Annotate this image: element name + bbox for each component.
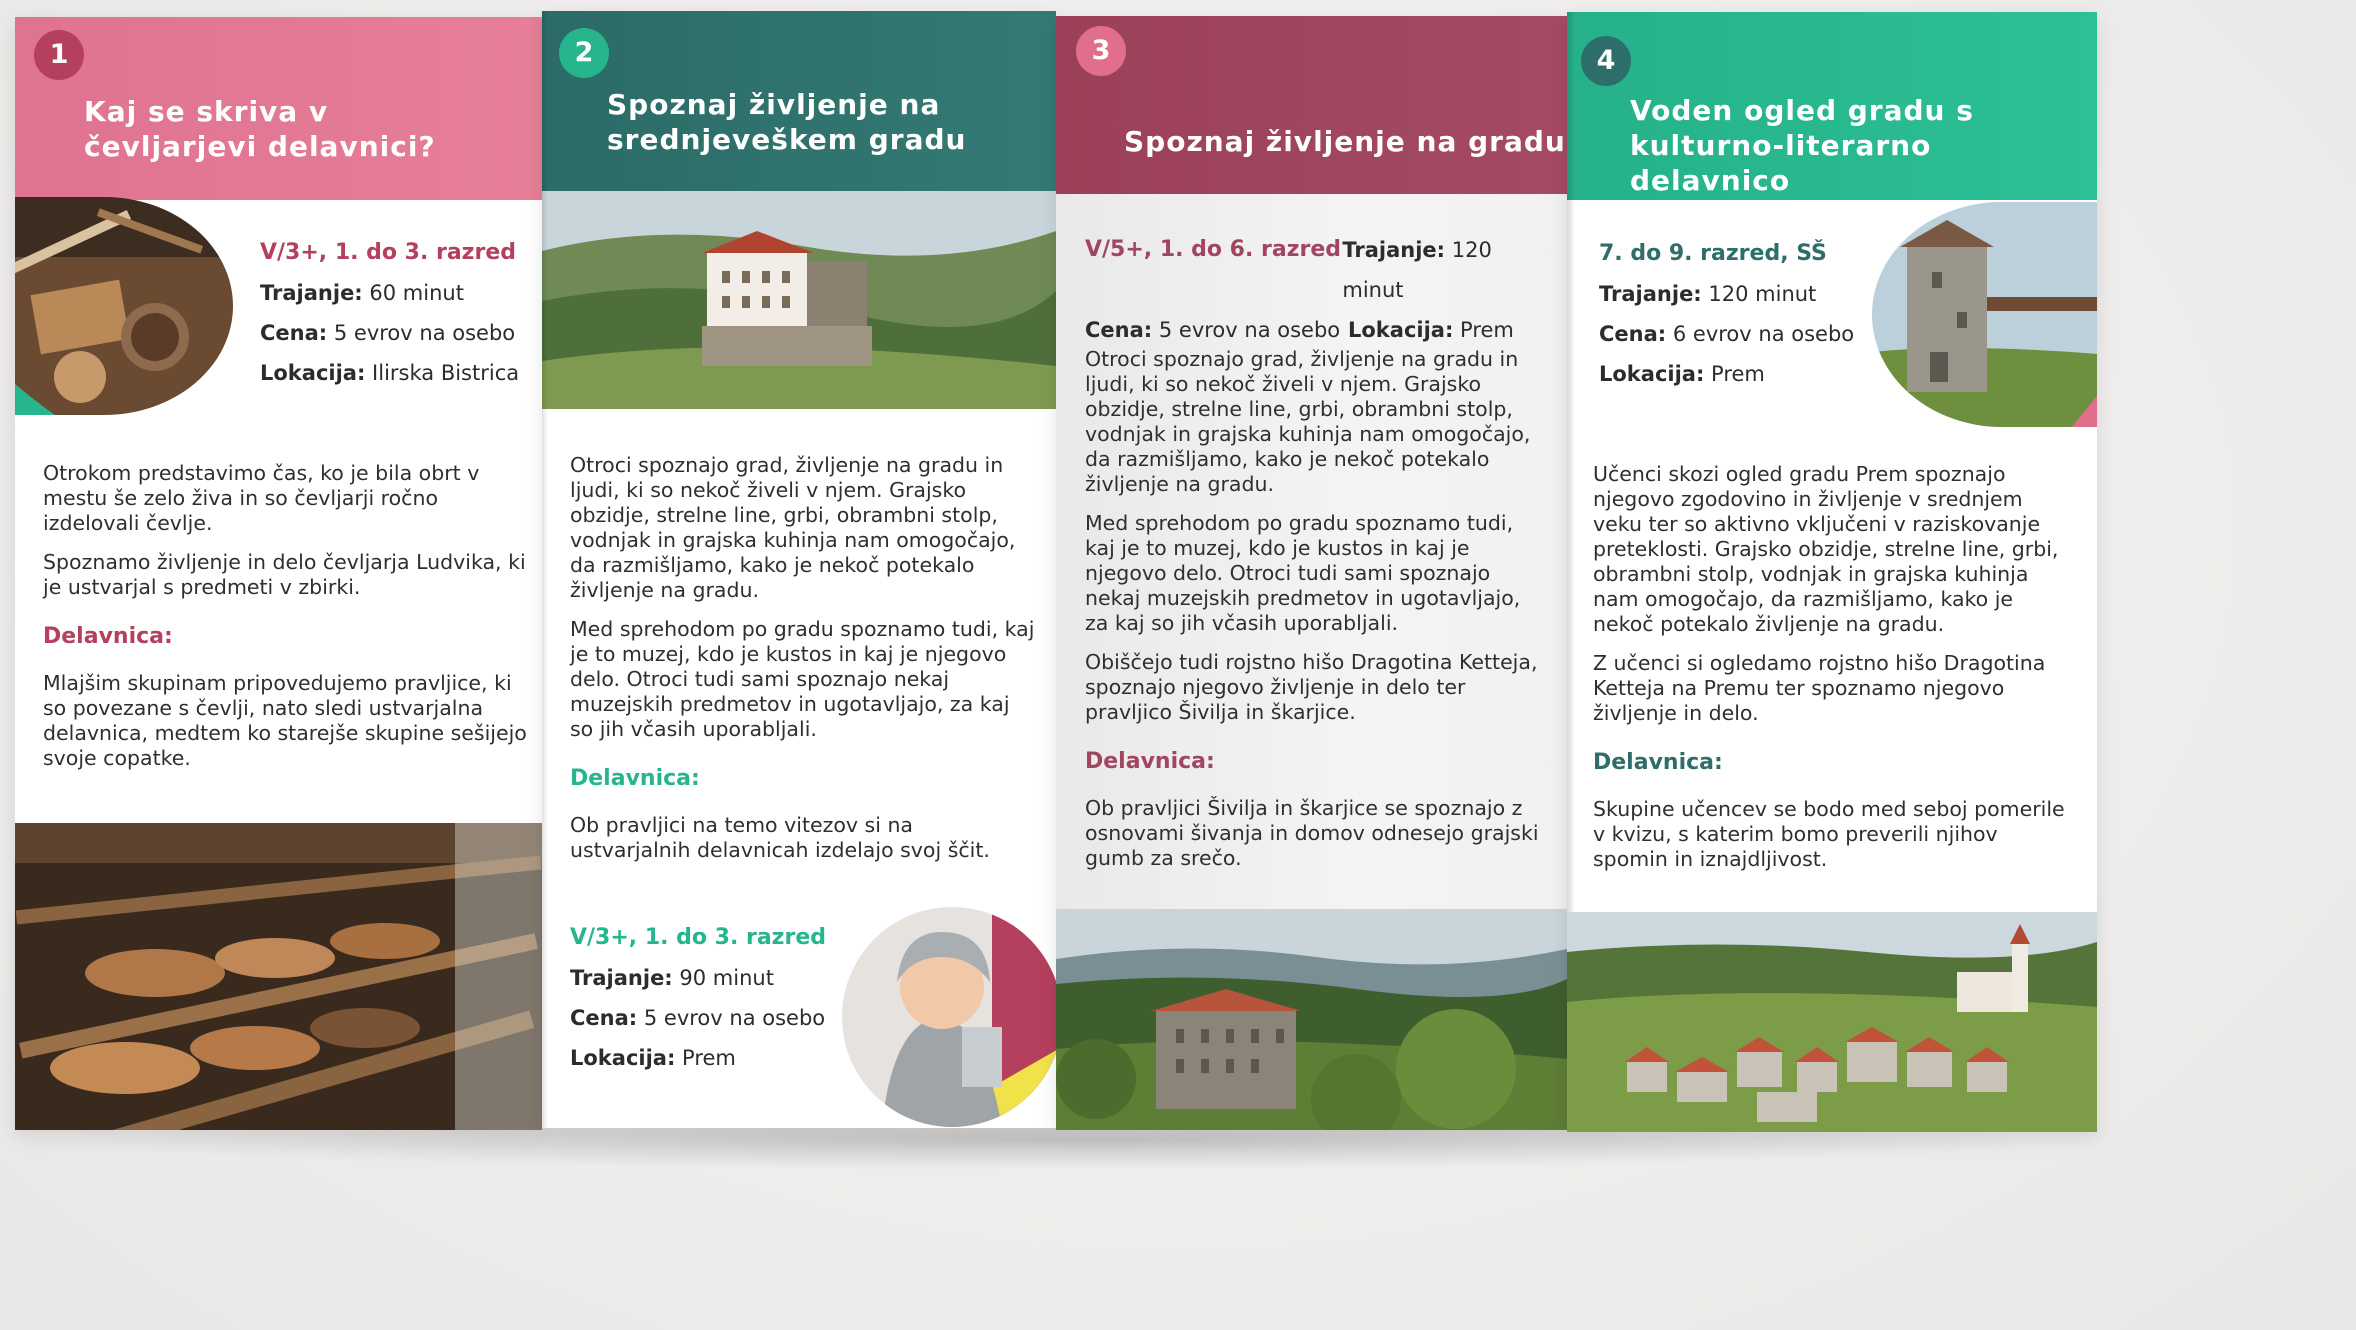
location-label: Lokacija: xyxy=(1348,318,1454,342)
panel-2-duration-row xyxy=(570,958,826,998)
panel-4-workshop-title: Delavnica: xyxy=(1593,750,1723,775)
price-value: 5 evrov na osebo xyxy=(1158,318,1341,342)
panel-2-location-row xyxy=(570,1038,826,1078)
panel-3-castle-landscape-photo xyxy=(1056,909,1567,1130)
panel-3-paragraph: Otroci spoznajo grad, življenje na gradu in ljudi, ki so nekoč živeli v njem. Grajsko obzidje, strelne line, grbi, obrambni stolp, vodnjak in grajska kuhinja nam omogočajo, da razmišljamo, kako je nekoč potekalo življenje na gradu. xyxy=(1085,347,1531,496)
panel-2-paragraph: Otroci spoznajo grad, življenje na gradu in ljudi, ki so nekoč živeli v njem. Grajsko obzidje, strelne line, grbi, obrambni stolp, vodnjak in grajska kuhinja nam omogočajo, da razmišljamo, kako je nekoč potekalo življenje na gradu. xyxy=(570,453,1016,602)
panel-1 xyxy=(15,17,542,1130)
panel-4-age: 7. do 9. razred, SŠ xyxy=(1599,241,1827,266)
panel-3-details xyxy=(1085,230,1555,350)
panel-4-paragraph: Učenci skozi ogled gradu Prem spoznajo njegovo zgodovino in življenje v srednjem veku ter so aktivno vključeni v raziskovanje preteklosti. Grajsko obzidje, strelne line, grbi, obrambni stolp, vodnjak in grajska kuhinja nam omogočajo, da razmišljamo, kako je nekoč potekalo življenje na gradu. xyxy=(1593,462,2059,636)
panel-3-workshop-title: Delavnica: xyxy=(1085,749,1215,774)
panel-4-header xyxy=(1567,12,2097,200)
panel-1-title: Kaj se skriva v čevljarjevi delavnici? xyxy=(84,95,436,163)
duration-value: 120 minut xyxy=(1708,282,1817,306)
price-value: 6 evrov na osebo xyxy=(1672,322,1855,346)
panel-1-details xyxy=(260,233,519,393)
duration-label: Trajanje: xyxy=(570,966,673,990)
panel-2-number-badge: 2 xyxy=(559,28,609,78)
panel-2-title: Spoznaj življenje na srednjeveškem gradu xyxy=(607,88,967,156)
panel-4 xyxy=(1567,12,2097,1132)
panel-4-number-badge: 4 xyxy=(1581,36,1631,86)
panel-2-knight-child-photo xyxy=(842,907,1056,1127)
panel-4-tower-photo xyxy=(1872,202,2097,427)
duration-label: Trajanje: xyxy=(260,281,363,305)
panel-2-paragraph: Med sprehodom po gradu spoznamo tudi, kaj je to muzej, kdo je kustos in kaj je njegovo delo. Otroci tudi sami spoznajo nekaj muzejskih predmetov in ugotavljajo, za kaj so jih včasih uporabljali. xyxy=(570,617,1035,741)
panel-1-age: V/3+, 1. do 3. razred xyxy=(260,240,517,265)
duration-value: 60 minut xyxy=(369,281,464,305)
panel-4-duration-row xyxy=(1599,274,1854,314)
panel-1-shoe-lasts-photo xyxy=(15,823,542,1130)
panel-2-age: V/3+, 1. do 3. razred xyxy=(570,925,827,950)
panel-3-header xyxy=(1056,16,1567,194)
location-value: Prem xyxy=(682,1046,736,1070)
price-value: 5 evrov na osebo xyxy=(333,321,516,345)
location-label: Lokacija: xyxy=(570,1046,676,1070)
panel-1-location-row xyxy=(260,353,519,393)
panel-2-workshop-text: Ob pravljici na temo vitezov si na ustvarjalnih delavnicah izdelajo svoj ščit. xyxy=(570,813,990,862)
duration-value: 120 minut xyxy=(1342,238,1492,302)
panel-2-price-row xyxy=(570,998,826,1038)
panel-3-location-row xyxy=(1348,310,1514,350)
panel-1-paragraph: Otrokom predstavimo čas, ko je bila obrt v mestu še zelo živa in so čevljarji ročno izdelovali čevlje. xyxy=(43,461,480,535)
duration-label: Trajanje: xyxy=(1599,282,1702,306)
panel-3-age: V/5+, 1. do 6. razred xyxy=(1085,237,1342,262)
panel-2-details xyxy=(570,918,826,1078)
panel-4-body xyxy=(1593,462,2073,886)
panel-2-castle-photo xyxy=(542,191,1056,409)
panel-3-workshop-text: Ob pravljici Šivilja in škarjice se spoznajo z osnovami šivanja in domov odnesejo grajski gumb za srečo. xyxy=(1085,796,1539,870)
panel-3-body xyxy=(1085,347,1547,885)
price-label: Cena: xyxy=(1599,322,1667,346)
panel-3-price-row xyxy=(1085,310,1348,350)
panel-1-number-badge: 1 xyxy=(34,30,84,80)
panel-3-title: Spoznaj življenje na gradu xyxy=(1124,125,1566,158)
panel-2-workshop-title: Delavnica: xyxy=(570,766,700,791)
panel-3-paragraph: Obiščejo tudi rojstno hišo Dragotina Ketteja, spoznajo njegovo življenje in delo ter pravljico Šivilja in škarjice. xyxy=(1085,650,1538,724)
panel-4-village-photo xyxy=(1567,912,2097,1132)
panel-4-price-row xyxy=(1599,314,1854,354)
panel-4-title: Voden ogled gradu s kulturno-literarno delavnico xyxy=(1630,94,1974,197)
panel-2-fold-shade xyxy=(542,11,548,1128)
panel-1-duration-row xyxy=(260,273,519,313)
location-value: Prem xyxy=(1460,318,1514,342)
panel-1-workshop-title: Delavnica: xyxy=(43,624,173,649)
duration-value: 90 minut xyxy=(679,966,774,990)
panel-2-header xyxy=(542,11,1056,193)
location-value: Ilirska Bistrica xyxy=(372,361,520,385)
panel-2-body xyxy=(570,453,1036,877)
panel-1-cobbler-tools-photo xyxy=(15,197,233,415)
panel-3-paragraph: Med sprehodom po gradu spoznamo tudi, kaj je to muzej, kdo je kustos in kaj je njegovo delo. Otroci tudi sami spoznajo nekaj muzejskih predmetov in ugotavljajo, za kaj so jih včasih uporabljali. xyxy=(1085,511,1521,635)
panel-2 xyxy=(542,11,1056,1128)
price-label: Cena: xyxy=(1085,318,1153,342)
panel-3-number-badge: 3 xyxy=(1076,26,1126,76)
panel-1-price-row xyxy=(260,313,519,353)
panel-1-header xyxy=(15,17,542,200)
panel-3 xyxy=(1056,16,1567,1130)
price-value: 5 evrov na osebo xyxy=(643,1006,826,1030)
panel-4-paragraph: Z učenci si ogledamo rojstno hišo Dragotina Ketteja na Premu ter spoznamo njegovo življenje in delo. xyxy=(1593,651,2046,725)
panel-4-workshop-text: Skupine učencev se bodo med seboj pomerile v kvizu, s katerim bomo preverili njihov spomin in iznajdljivost. xyxy=(1593,797,2065,871)
panel-1-body xyxy=(43,461,529,785)
location-value: Prem xyxy=(1711,362,1765,386)
price-label: Cena: xyxy=(260,321,328,345)
panel-1-paragraph: Spoznamo življenje in delo čevljarja Ludvika, ki je ustvarjal s predmeti v zbirki. xyxy=(43,550,526,599)
location-label: Lokacija: xyxy=(1599,362,1705,386)
panel-4-details xyxy=(1599,234,1854,394)
panel-1-workshop-text: Mlajšim skupinam pripovedujemo pravljice, ki so povezane s čevlji, nato sledi ustvarjalna delavnica, medtem ko starejše skupine sešijejo svoje copatke. xyxy=(43,671,527,770)
price-label: Cena: xyxy=(570,1006,638,1030)
panel-3-duration-row xyxy=(1342,230,1555,310)
location-label: Lokacija: xyxy=(260,361,366,385)
duration-label: Trajanje: xyxy=(1342,238,1446,262)
panel-4-location-row xyxy=(1599,354,1854,394)
